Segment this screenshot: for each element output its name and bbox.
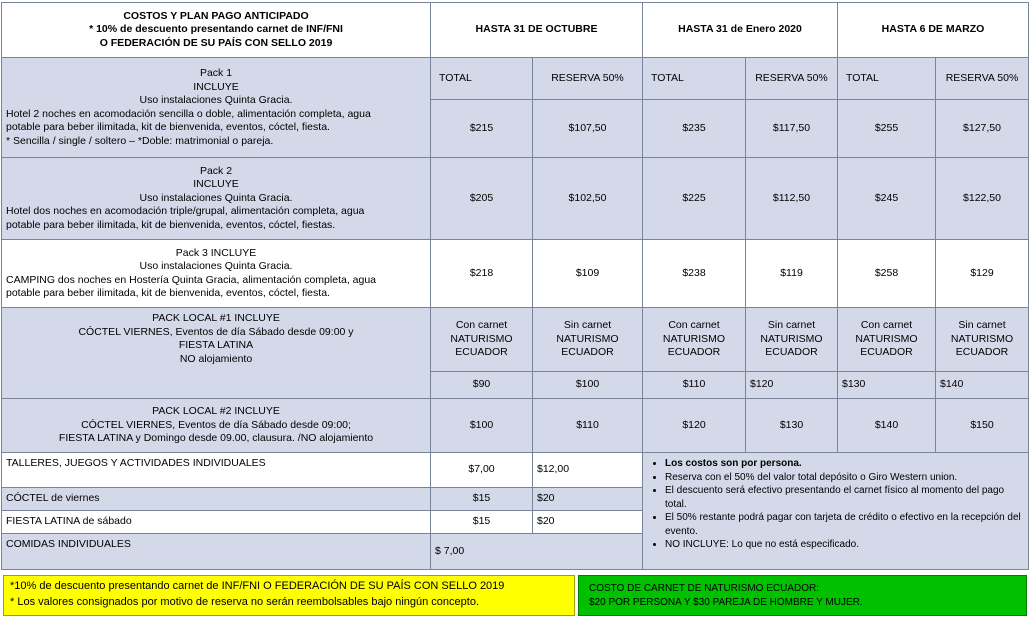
price-cell: $238 — [643, 240, 746, 308]
note-item: • Reserva con el 50% del valor total depósito o Giro Western union. — [665, 471, 1022, 485]
price-cell: $15 — [431, 488, 533, 511]
pack1-description: Pack 1 INCLUYE Uso instalaciones Quinta Gracia. Hotel 2 noches en acomodación sencilla o doble, alimentación completa, agua potable para beber ilimitada, kit de bienvenida, eventos, cóctel, fiesta. * Sencilla / single / soltero – *Doble: matrimonial o pareja. — [2, 58, 431, 158]
notes-panel — [643, 453, 1029, 570]
individual-row — [2, 453, 1029, 488]
carnet-cost-note — [578, 575, 1027, 616]
price-cell: $140 — [838, 399, 936, 453]
price-cell: $100 — [431, 399, 533, 453]
pack2-row — [2, 158, 1029, 240]
footnote-line: * Los valores consignados por motivo de reserva no serán reembolsables bajo ningún concepto. — [10, 596, 480, 608]
price-cell: $130 — [838, 372, 936, 399]
individual-label: TALLERES, JUEGOS Y ACTIVIDADES INDIVIDUALES — [2, 453, 431, 488]
price-cell: $120 — [746, 372, 838, 399]
price-cell: $205 — [431, 158, 533, 240]
price-cell: $12,00 — [533, 453, 643, 488]
price-cell: $235 — [643, 100, 746, 158]
footnote-line: $20 POR PERSONA Y $30 PAREJA DE HOMBRE Y MUJER. — [589, 597, 863, 608]
pack3-description: Pack 3 INCLUYE Uso instalaciones Quinta Gracia. CAMPING dos noches en Hostería Quinta Gracia, alimentación completa, agua potable para beber ilimitada, kit de bienvenida, eventos, cóctel, fiesta. — [2, 240, 431, 308]
note-item: • El descuento será efectivo presentando el carnet físico al momento del pago total. — [665, 484, 1022, 511]
notes-list — [649, 457, 1022, 552]
pricing-table — [1, 2, 1029, 570]
footnote-line: COSTO DE CARNET DE NATURISMO ECUADOR: — [589, 583, 820, 594]
price-cell: $102,50 — [533, 158, 643, 240]
table-title: COSTOS Y PLAN PAGO ANTICIPADO * 10% de descuento presentando carnet de INF/FNI O FEDERACIÓN DE SU PAÍS CON SELLO 2019 — [2, 3, 431, 58]
carnet-label: Sin carnet NATURISMO ECUADOR — [936, 308, 1029, 372]
price-cell: $245 — [838, 158, 936, 240]
note-item: • NO INCLUYE: Lo que no está especificado. — [665, 538, 1022, 552]
col-total: TOTAL — [838, 58, 936, 100]
carnet-label: Con carnet NATURISMO ECUADOR — [643, 308, 746, 372]
price-cell: $20 — [533, 511, 643, 534]
period-header-october: HASTA 31 DE OCTUBRE — [431, 3, 643, 58]
local1-description: PACK LOCAL #1 INCLUYE CÓCTEL VIERNES, Eventos de día Sábado desde 09:00 y FIESTA LATINA NO alojamiento — [2, 308, 431, 399]
price-cell: $130 — [746, 399, 838, 453]
price-cell: $150 — [936, 399, 1029, 453]
header-row — [2, 3, 1029, 58]
price-cell: $122,50 — [936, 158, 1029, 240]
price-cell: $218 — [431, 240, 533, 308]
individual-label: CÓCTEL de viernes — [2, 488, 431, 511]
price-cell: $90 — [431, 372, 533, 399]
local2-row — [2, 399, 1029, 453]
price-cell: $120 — [643, 399, 746, 453]
price-cell: $109 — [533, 240, 643, 308]
price-cell: $258 — [838, 240, 936, 308]
col-reserva: RESERVA 50% — [533, 58, 643, 100]
col-total: TOTAL — [431, 58, 533, 100]
price-cell: $119 — [746, 240, 838, 308]
price-cell: $100 — [533, 372, 643, 399]
period-header-march: HASTA 6 DE MARZO — [838, 3, 1029, 58]
carnet-label: Con carnet NATURISMO ECUADOR — [838, 308, 936, 372]
price-cell: $129 — [936, 240, 1029, 308]
carnet-label: Sin carnet NATURISMO ECUADOR — [746, 308, 838, 372]
note-item: • Los costos son por persona. — [665, 457, 1022, 471]
col-total: TOTAL — [643, 58, 746, 100]
price-cell: $7,00 — [431, 453, 533, 488]
price-cell: $110 — [643, 372, 746, 399]
price-cell: $107,50 — [533, 100, 643, 158]
price-cell: $140 — [936, 372, 1029, 399]
period-header-january: HASTA 31 de Enero 2020 — [643, 3, 838, 58]
price-cell: $15 — [431, 511, 533, 534]
pack1-label-row — [2, 58, 1029, 100]
price-cell: $215 — [431, 100, 533, 158]
carnet-label: Con carnet NATURISMO ECUADOR — [431, 308, 533, 372]
price-cell: $112,50 — [746, 158, 838, 240]
carnet-label: Sin carnet NATURISMO ECUADOR — [533, 308, 643, 372]
price-cell: $255 — [838, 100, 936, 158]
local2-description: PACK LOCAL #2 INCLUYE CÓCTEL VIERNES, Eventos de día Sábado desde 09:00; FIESTA LATINA y Domingo desde 09.00, clausura. /NO alojamiento — [2, 399, 431, 453]
price-cell: $ 7,00 — [431, 534, 643, 570]
pack3-row — [2, 240, 1029, 308]
price-cell: $117,50 — [746, 100, 838, 158]
price-cell: $110 — [533, 399, 643, 453]
price-cell: $225 — [643, 158, 746, 240]
note-item: • El 50% restante podrá pagar con tarjeta de crédito o efectivo en la recepción del evento. — [665, 511, 1022, 538]
footnote-line: *10% de descuento presentando carnet de INF/FNI O FEDERACIÓN DE SU PAÍS CON SELLO 2019 — [10, 580, 505, 592]
local1-label-row — [2, 308, 1029, 372]
price-cell: $127,50 — [936, 100, 1029, 158]
individual-label: FIESTA LATINA de sábado — [2, 511, 431, 534]
pack2-description: Pack 2 INCLUYE Uso instalaciones Quinta Gracia. Hotel dos noches en acomodación triple/grupal, alimentación completa, agua potable para beber ilimitada, kit de bienvenida, eventos, cóctel, fiestas. — [2, 158, 431, 240]
col-reserva: RESERVA 50% — [936, 58, 1029, 100]
discount-footnote — [3, 575, 575, 616]
col-reserva: RESERVA 50% — [746, 58, 838, 100]
price-cell: $20 — [533, 488, 643, 511]
individual-label: COMIDAS INDIVIDUALES — [2, 534, 431, 570]
